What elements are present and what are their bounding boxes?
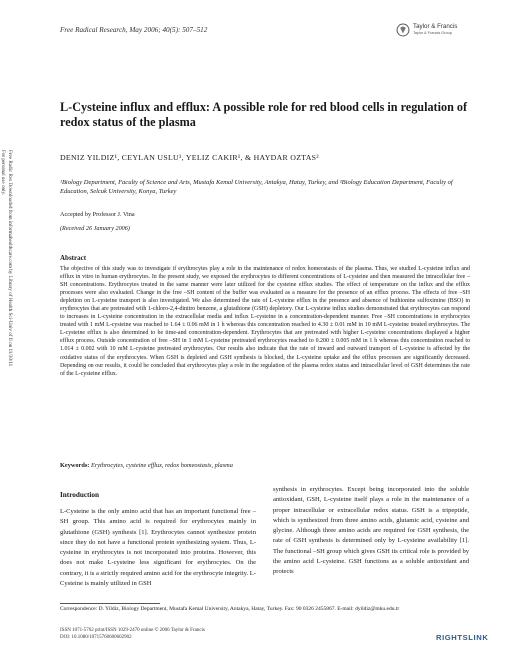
publisher-group: Taylor & Francis Group: [413, 31, 452, 35]
footnote-divider: [60, 603, 160, 604]
abstract-heading: Abstract: [60, 254, 87, 262]
keywords-list: Erythrocytes, cysteine efflux, redox homeostasis, plasma: [90, 462, 233, 469]
received-date: (Received 26 January 2006): [60, 225, 130, 232]
publisher-name: Taylor & Francis: [413, 23, 458, 30]
author-list: DENIZ YILDIZ¹, CEYLAN USLU¹, YELIZ CAKIR¹, & HAYDAR OZTAS²: [60, 153, 319, 162]
issn-block: [60, 628, 205, 641]
doi-line: DOI: 10.1080/10715760600602902: [60, 634, 132, 640]
issn-line: ISSN 1071-5762 print/ISSN 1029-2470 online © 2006 Taylor & Francis: [60, 628, 205, 633]
introduction-right-column: synthesis in erythrocytes. Except being incorporated into the soluble antioxidant, GSH, L-cysteine itself plays a role in the maintenance of a proper intracellular or extracellular redox status. GSH is a tripeptide, which is synthesized from three amino acids, glutamic acid, cysteine and glycine. Although three amino acids are required for GSH synthesis, the rate of GSH synthesis is determined only by L-cysteine availability [1]. The functional –SH group which gives GSH its critical role is provided by the amino acid L-cysteine. GSH functions as a soluble antioxidant and protects: [273, 486, 469, 576]
rightslink-label[interactable]: RIGHTSLINK: [436, 633, 489, 642]
download-sidenote: [2, 150, 14, 590]
personal-use-notice: For personal use only.: [0, 150, 6, 195]
download-notice: Free Radic Res Downloaded from informahealthcare.com by Library of Health Sci-Univ of Il on 11/30/11: [7, 150, 13, 367]
publisher-logo: [396, 23, 457, 37]
journal-citation: Free Radical Research, May 2006; 40(5): 507–512: [60, 26, 208, 34]
author-affiliations: ¹Biology Department, Faculty of Science and Arts, Mustafa Kemal University, Antakya, Hatay, Turkey, and ²Biology Education Department, Faculty of Education, Selcuk University, Konya, Turkey: [60, 179, 453, 195]
rightslink-badge[interactable]: [436, 632, 490, 642]
keywords-label: Keywords:: [60, 462, 90, 469]
correspondence-note: Correspondence: D. Yildiz, Biology Department, Mustafa Kemal University, Antakya, Hatay, Turkey. Fax: 90 0326 2455867. E-mail: dyildiz@mku.edu.tr: [60, 606, 400, 612]
article-title: L-Cysteine influx and efflux: A possible role for red blood cells in regulation of redox status of the plasma: [60, 100, 468, 129]
taylor-francis-icon: [396, 23, 410, 37]
introduction-left-column: L-Cysteine is the only amino acid that has an important functional free –SH group. This amino acid is required for erythrocytes mainly in glutathione (GSH) synthesis [1]. Erythrocytes cannot synthesize protein since they do not have a functional protein synthesizing system. Thus, L-cysteine in erythrocytes is not incorporated into proteins. However, this does not make L-cysteine less significant for erythrocytes. On the contrary, it is a strictly required amino acid for the erythrocyte integrity. L-Cysteine is mainly utilized in GSH: [60, 508, 256, 588]
keywords: [60, 462, 470, 469]
abstract-text: The objective of this study was to investigate if erythrocytes play a role in the maintenance of redox homeostasis of the plasma. Thus, we studied L-cysteine influx and efflux in vitro in human erythrocytes. In the present study, we exposed the erythrocytes to different concentrations of L-cysteine and then measured the intracellular free –SH concentrations. Erythrocytes treated in the same manner were later utilized for the cysteine efflux studies. The effect of temperature on the influx and the efflux processes were also evaluated. Change in the free –SH content of the buffer was evaluated as a measure for the presence of an efflux process. The effects of free –SH depletion on L-cysteine transport is also investigated. We also determined the rate of L-cysteine efflux in the presence and absence of buthionine sulfoximine (BSO) in erythrocytes that are pretreated with 1-chloro-2,4-dinitro benzene, a glutathione (GSH) depletory. Our L-cysteine influx studies demonstrated that erythrocytes can respond to increases in L-cysteine concentration in the extracellular media and influx L-cysteine in a concentration-dependent manner. Free –SH concentrations in erythrocytes treated with 1 mM L-cysteine was reached to 1.64 ± 0.06 mM in 1 h whereas this concentration reached to 4.30 ± 0.01 mM in 10 mM L-cysteine treated erythrocytes. The L-cysteine efflux is also determined to be time-and concentration-dependent. Erythrocytes that are pretreated with higher L-cysteine concentrations displayed a higher efflux process. Outside concentration of free –SH in 1 mM L-cysteine pretreated erythrocytes reached to 0.200 ± 0.005 mM in 1 h whereas this concentration reached to 1.014 ± 0.002 with 10 mM L-cysteine pretreated erythrocytes. Our results also indicate that the rate of inward and outward transport of L-cysteine is affected by the oxidative status of the erythrocytes. When GSH is depleted and GSH synthesis is blocked, the L-cysteine uptake and the efflux processes are significantly decreased. Depending on our results, it could be concluded that erythrocytes play a role in the regulation of the plasma redox status and intracellular level of GSH determines the rate of the L-cysteine efflux.: [60, 266, 470, 377]
accepted-by: Accepted by Professor J. Vina: [60, 211, 135, 218]
introduction-heading: Introduction: [60, 491, 100, 499]
